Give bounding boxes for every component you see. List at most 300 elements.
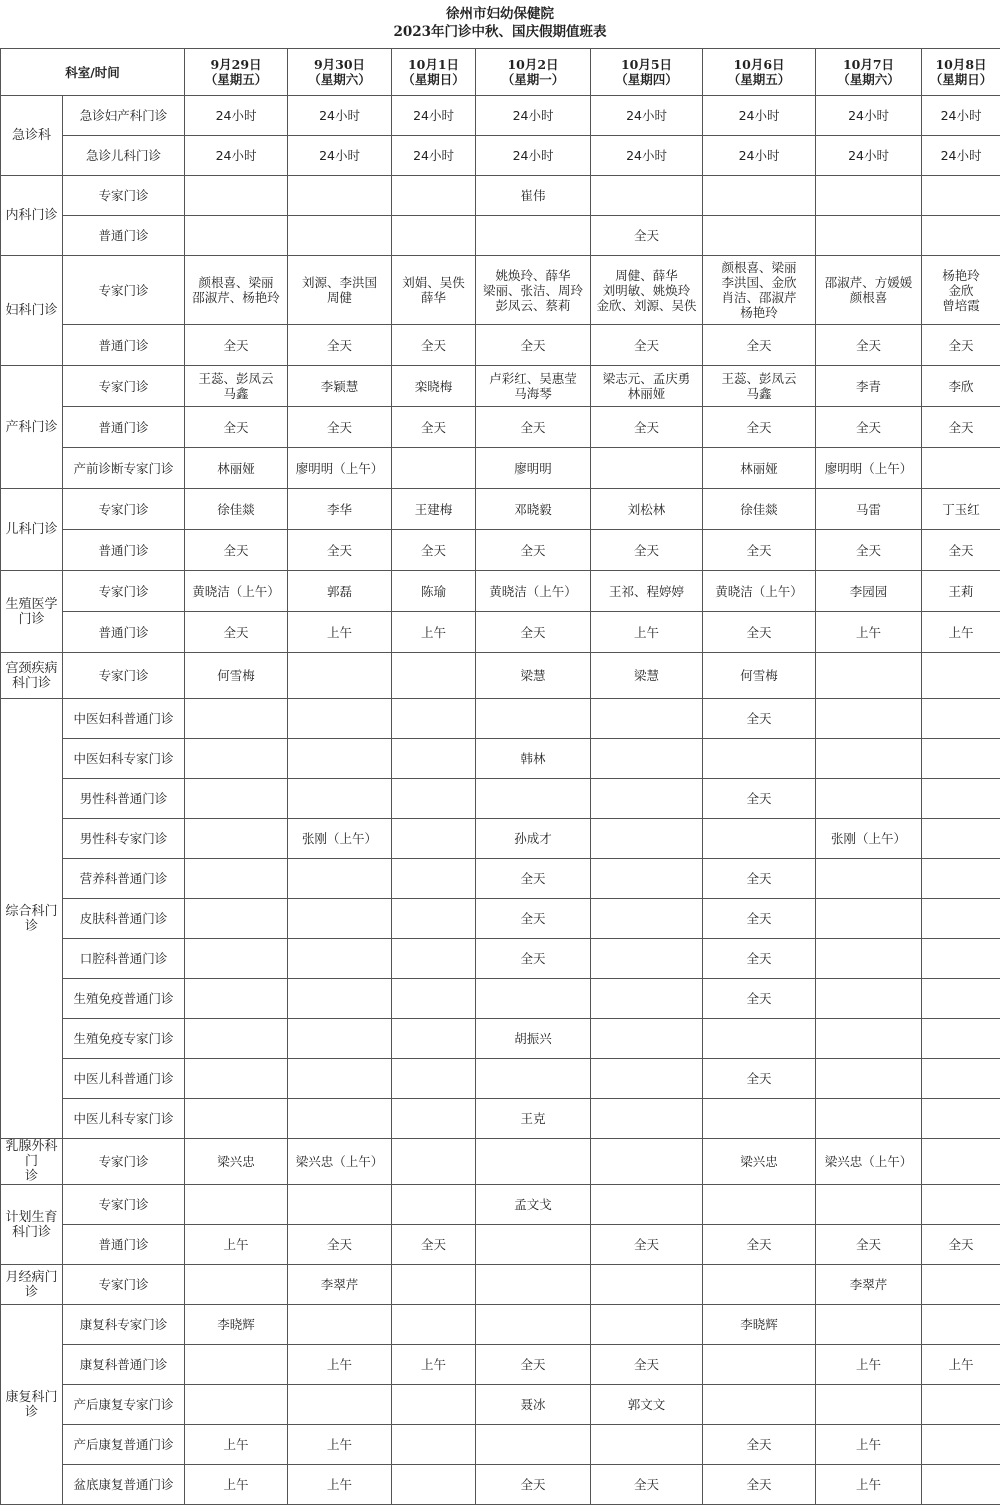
header-weekday: （星期一）: [501, 72, 565, 87]
schedule-cell: 全天: [922, 1225, 1000, 1265]
schedule-cell: 全天: [816, 530, 922, 571]
schedule-cell: [922, 653, 1000, 699]
schedule-cell: 林丽娅: [185, 448, 288, 489]
schedule-cell: [922, 1385, 1000, 1425]
schedule-cell: 廖明明（上午）: [816, 448, 922, 489]
schedule-cell: [816, 653, 922, 699]
schedule-cell: [476, 1425, 591, 1465]
document-title: [0, 0, 1000, 48]
schedule-cell: 上午: [591, 612, 703, 653]
clinic-type-cell: 专家门诊: [63, 653, 185, 699]
schedule-cell: 全天: [476, 939, 591, 979]
schedule-cell: 李翠芹: [816, 1265, 922, 1305]
clinic-type-cell: 普通门诊: [63, 216, 185, 256]
department-cell: 乳腺外科门 诊: [1, 1139, 63, 1185]
schedule-cell: 全天: [591, 1225, 703, 1265]
schedule-cell: [703, 1345, 816, 1385]
header-date: 10月1日: [407, 57, 460, 72]
schedule-cell: [703, 739, 816, 779]
header-corner: 科室/时间: [1, 49, 185, 96]
schedule-cell: [922, 859, 1000, 899]
schedule-cell: [476, 1059, 591, 1099]
schedule-title: 2023年门诊中秋、国庆假期值班表: [393, 24, 607, 40]
schedule-cell: 24小时: [185, 136, 288, 176]
schedule-cell: [591, 1425, 703, 1465]
schedule-cell: 全天: [591, 1345, 703, 1385]
schedule-cell: 梁慧: [591, 653, 703, 699]
schedule-cell: [185, 739, 288, 779]
schedule-cell: 全天: [288, 325, 392, 366]
schedule-cell: 聂冰: [476, 1385, 591, 1425]
schedule-cell: [392, 939, 476, 979]
schedule-cell: [476, 216, 591, 256]
schedule-cell: [476, 979, 591, 1019]
table-row: [1, 489, 1000, 530]
table-row: [1, 1139, 1000, 1185]
table-row: [1, 1019, 1000, 1059]
schedule-cell: [922, 899, 1000, 939]
schedule-cell: 全天: [922, 325, 1000, 366]
schedule-cell: 梁慧: [476, 653, 591, 699]
schedule-cell: [922, 176, 1000, 216]
schedule-cell: 全天: [703, 859, 816, 899]
clinic-type-cell: 普通门诊: [63, 407, 185, 448]
clinic-type-cell: 康复科专家门诊: [63, 1305, 185, 1345]
schedule-cell: [392, 699, 476, 739]
schedule-cell: [591, 176, 703, 216]
duty-schedule-table: [0, 48, 1000, 1505]
schedule-cell: [185, 1385, 288, 1425]
table-row: [1, 1465, 1000, 1505]
schedule-cell: 卢彩红、吴惠莹 马海琴: [476, 366, 591, 407]
schedule-cell: [392, 1465, 476, 1505]
table-row: [1, 1345, 1000, 1385]
schedule-cell: [392, 819, 476, 859]
schedule-cell: 张刚（上午）: [288, 819, 392, 859]
schedule-cell: [392, 176, 476, 216]
schedule-cell: 全天: [591, 407, 703, 448]
table-row: [1, 899, 1000, 939]
schedule-cell: 廖明明（上午）: [288, 448, 392, 489]
schedule-cell: [922, 216, 1000, 256]
schedule-cell: [288, 939, 392, 979]
schedule-cell: 上午: [288, 1345, 392, 1385]
schedule-cell: 上午: [392, 612, 476, 653]
schedule-cell: [922, 448, 1000, 489]
schedule-cell: [816, 739, 922, 779]
clinic-type-cell: 普通门诊: [63, 1225, 185, 1265]
clinic-type-cell: 专家门诊: [63, 571, 185, 612]
department-cell: 宫颈疾病 科门诊: [1, 653, 63, 699]
schedule-cell: [185, 859, 288, 899]
schedule-cell: [392, 979, 476, 1019]
schedule-cell: 全天: [476, 899, 591, 939]
schedule-cell: [288, 739, 392, 779]
schedule-cell: [185, 979, 288, 1019]
schedule-cell: 刘娟、吴佚 薛华: [392, 256, 476, 325]
schedule-cell: 李青: [816, 366, 922, 407]
clinic-type-cell: 专家门诊: [63, 176, 185, 216]
schedule-cell: 胡振兴: [476, 1019, 591, 1059]
schedule-cell: [703, 176, 816, 216]
schedule-cell: 全天: [816, 407, 922, 448]
schedule-cell: 全天: [185, 325, 288, 366]
department-cell: 综合科门 诊: [1, 699, 63, 1139]
schedule-cell: 全天: [816, 325, 922, 366]
schedule-cell: [288, 979, 392, 1019]
schedule-cell: [185, 699, 288, 739]
schedule-cell: [392, 1185, 476, 1225]
header-day: [922, 49, 1000, 96]
schedule-cell: [922, 699, 1000, 739]
table-row: [1, 1099, 1000, 1139]
schedule-cell: 韩林: [476, 739, 591, 779]
clinic-type-cell: 皮肤科普通门诊: [63, 899, 185, 939]
schedule-cell: [591, 1265, 703, 1305]
schedule-cell: [591, 1059, 703, 1099]
schedule-cell: 全天: [703, 939, 816, 979]
schedule-cell: 何雪梅: [703, 653, 816, 699]
schedule-cell: [591, 859, 703, 899]
schedule-cell: 刘松林: [591, 489, 703, 530]
header-day: [591, 49, 703, 96]
clinic-type-cell: 专家门诊: [63, 256, 185, 325]
schedule-cell: [185, 939, 288, 979]
schedule-cell: 全天: [703, 1465, 816, 1505]
schedule-cell: 林丽娅: [703, 448, 816, 489]
header-row: [1, 49, 1000, 96]
schedule-cell: [922, 979, 1000, 1019]
schedule-cell: 郭磊: [288, 571, 392, 612]
schedule-cell: 廖明明: [476, 448, 591, 489]
department-cell: 急诊科: [1, 96, 63, 176]
schedule-cell: [392, 653, 476, 699]
schedule-cell: 全天: [703, 979, 816, 1019]
clinic-type-cell: 口腔科普通门诊: [63, 939, 185, 979]
schedule-cell: 崔伟: [476, 176, 591, 216]
header-date: 10月2日: [507, 57, 559, 72]
schedule-cell: [591, 979, 703, 1019]
schedule-cell: 全天: [703, 699, 816, 739]
clinic-type-cell: 专家门诊: [63, 1265, 185, 1305]
schedule-cell: 24小时: [392, 96, 476, 136]
table-row: [1, 256, 1000, 325]
schedule-cell: [288, 1305, 392, 1345]
table-row: [1, 739, 1000, 779]
schedule-cell: [185, 1019, 288, 1059]
schedule-cell: 上午: [816, 1425, 922, 1465]
schedule-cell: [392, 448, 476, 489]
schedule-cell: [288, 899, 392, 939]
schedule-cell: 全天: [703, 407, 816, 448]
schedule-cell: 李园园: [816, 571, 922, 612]
header-weekday: （星期日）: [929, 72, 993, 87]
clinic-type-cell: 中医妇科专家门诊: [63, 739, 185, 779]
schedule-cell: [591, 819, 703, 859]
schedule-cell: [392, 1059, 476, 1099]
schedule-cell: [185, 1345, 288, 1385]
clinic-type-cell: 专家门诊: [63, 366, 185, 407]
schedule-cell: [922, 779, 1000, 819]
header-day: [185, 49, 288, 96]
schedule-cell: 24小时: [392, 136, 476, 176]
table-row: [1, 176, 1000, 216]
schedule-cell: 梁兴忠（上午）: [816, 1139, 922, 1185]
schedule-cell: 梁兴忠: [185, 1139, 288, 1185]
schedule-cell: 姚焕玲、薛华 梁丽、张洁、周玲 彭凤云、蔡莉: [476, 256, 591, 325]
schedule-cell: 王祁、程婷婷: [591, 571, 703, 612]
table-row: [1, 216, 1000, 256]
schedule-cell: 邓晓毅: [476, 489, 591, 530]
schedule-cell: 颜根喜、梁丽 邵淑芹、杨艳玲: [185, 256, 288, 325]
schedule-cell: 王克: [476, 1099, 591, 1139]
schedule-cell: 全天: [392, 407, 476, 448]
header-weekday: （星期六）: [837, 72, 900, 87]
schedule-cell: [392, 1425, 476, 1465]
schedule-cell: [392, 899, 476, 939]
clinic-type-cell: 普通门诊: [63, 530, 185, 571]
schedule-cell: [922, 939, 1000, 979]
header-weekday: （星期日）: [402, 72, 465, 87]
header-weekday: （星期五）: [204, 72, 268, 87]
schedule-cell: [591, 1019, 703, 1059]
schedule-cell: 24小时: [185, 96, 288, 136]
schedule-cell: [185, 1185, 288, 1225]
schedule-cell: [816, 699, 922, 739]
table-row: [1, 819, 1000, 859]
schedule-cell: [185, 1265, 288, 1305]
schedule-cell: [703, 1099, 816, 1139]
schedule-cell: [392, 739, 476, 779]
schedule-cell: 孟文戈: [476, 1185, 591, 1225]
schedule-cell: 全天: [703, 1425, 816, 1465]
department-cell: 生殖医学 门诊: [1, 571, 63, 653]
department-cell: 康复科门 诊: [1, 1305, 63, 1505]
schedule-cell: 全天: [288, 530, 392, 571]
header-date: 10月7日: [842, 57, 895, 72]
clinic-type-cell: 急诊儿科门诊: [63, 136, 185, 176]
table-row: [1, 653, 1000, 699]
department-cell: 内科门诊: [1, 176, 63, 256]
clinic-type-cell: 中医儿科专家门诊: [63, 1099, 185, 1139]
schedule-cell: 上午: [288, 612, 392, 653]
schedule-cell: 刘源、李洪国 周健: [288, 256, 392, 325]
table-row: [1, 1385, 1000, 1425]
table-row: [1, 530, 1000, 571]
clinic-type-cell: 盆底康复普通门诊: [63, 1465, 185, 1505]
schedule-cell: [816, 979, 922, 1019]
schedule-cell: 24小时: [922, 96, 1000, 136]
clinic-type-cell: 中医妇科普通门诊: [63, 699, 185, 739]
schedule-cell: 全天: [703, 1225, 816, 1265]
schedule-cell: [591, 1099, 703, 1139]
schedule-cell: [816, 859, 922, 899]
header-date: 10月5日: [620, 57, 673, 72]
schedule-cell: 24小时: [703, 136, 816, 176]
schedule-cell: 全天: [591, 530, 703, 571]
schedule-cell: 24小时: [816, 96, 922, 136]
schedule-cell: 徐佳燚: [703, 489, 816, 530]
schedule-cell: [816, 1099, 922, 1139]
schedule-cell: [703, 1019, 816, 1059]
schedule-cell: [288, 216, 392, 256]
table-row: [1, 407, 1000, 448]
schedule-cell: [476, 779, 591, 819]
clinic-type-cell: 营养科普通门诊: [63, 859, 185, 899]
schedule-cell: 孙成才: [476, 819, 591, 859]
schedule-cell: [922, 1059, 1000, 1099]
table-row: [1, 699, 1000, 739]
clinic-type-cell: 产后康复专家门诊: [63, 1385, 185, 1425]
table-row: [1, 448, 1000, 489]
schedule-cell: 全天: [703, 779, 816, 819]
schedule-cell: [703, 1185, 816, 1225]
schedule-cell: [816, 216, 922, 256]
schedule-cell: 邵淑芹、方媛媛 颜根喜: [816, 256, 922, 325]
schedule-cell: [591, 779, 703, 819]
header-day: [703, 49, 816, 96]
schedule-cell: [476, 1265, 591, 1305]
schedule-cell: [816, 1305, 922, 1345]
clinic-type-cell: 康复科普通门诊: [63, 1345, 185, 1385]
schedule-cell: [288, 176, 392, 216]
schedule-cell: [392, 1099, 476, 1139]
department-cell: 产科门诊: [1, 366, 63, 489]
schedule-cell: 李晓辉: [703, 1305, 816, 1345]
schedule-cell: 王莉: [922, 571, 1000, 612]
schedule-cell: [185, 899, 288, 939]
schedule-cell: 全天: [703, 899, 816, 939]
schedule-cell: [288, 699, 392, 739]
schedule-cell: [288, 1099, 392, 1139]
schedule-cell: [922, 1465, 1000, 1505]
schedule-cell: 王蕊、彭凤云 马鑫: [185, 366, 288, 407]
schedule-cell: 梁兴忠（上午）: [288, 1139, 392, 1185]
table-row: [1, 1185, 1000, 1225]
header-date: 9月30日: [313, 57, 366, 72]
schedule-cell: [392, 1385, 476, 1425]
table-row: [1, 1265, 1000, 1305]
schedule-cell: 全天: [476, 325, 591, 366]
schedule-cell: [185, 1059, 288, 1099]
clinic-type-cell: 男性科普通门诊: [63, 779, 185, 819]
schedule-cell: [703, 216, 816, 256]
clinic-type-cell: 产后康复普通门诊: [63, 1425, 185, 1465]
header-weekday: （星期四）: [615, 72, 678, 87]
schedule-cell: 24小时: [816, 136, 922, 176]
schedule-cell: 全天: [185, 530, 288, 571]
schedule-cell: [288, 859, 392, 899]
schedule-cell: 24小时: [703, 96, 816, 136]
table-row: [1, 96, 1000, 136]
schedule-cell: 张刚（上午）: [816, 819, 922, 859]
table-row: [1, 1225, 1000, 1265]
schedule-cell: 全天: [703, 530, 816, 571]
schedule-cell: [591, 699, 703, 739]
department-cell: 妇科门诊: [1, 256, 63, 366]
schedule-cell: 黄晓洁（上午）: [476, 571, 591, 612]
schedule-cell: 24小时: [476, 96, 591, 136]
schedule-cell: [476, 1225, 591, 1265]
schedule-cell: 全天: [392, 325, 476, 366]
schedule-cell: [591, 739, 703, 779]
clinic-type-cell: 急诊妇产科门诊: [63, 96, 185, 136]
schedule-cell: [922, 739, 1000, 779]
schedule-cell: [288, 1059, 392, 1099]
schedule-cell: 上午: [392, 1345, 476, 1385]
schedule-cell: 全天: [591, 1465, 703, 1505]
schedule-cell: [288, 653, 392, 699]
schedule-cell: 王建梅: [392, 489, 476, 530]
schedule-cell: 杨艳玲 金欣 曾培霞: [922, 256, 1000, 325]
schedule-cell: [185, 1099, 288, 1139]
schedule-cell: [922, 1139, 1000, 1185]
schedule-cell: [922, 1099, 1000, 1139]
schedule-cell: [591, 939, 703, 979]
schedule-cell: 陈瑜: [392, 571, 476, 612]
schedule-cell: 24小时: [288, 96, 392, 136]
clinic-type-cell: 专家门诊: [63, 1139, 185, 1185]
schedule-cell: [816, 1385, 922, 1425]
header-day: [816, 49, 922, 96]
schedule-cell: [185, 819, 288, 859]
schedule-cell: [922, 1019, 1000, 1059]
schedule-cell: 全天: [392, 1225, 476, 1265]
header-weekday: （星期五）: [727, 72, 791, 87]
schedule-cell: 全天: [922, 407, 1000, 448]
schedule-cell: [392, 1305, 476, 1345]
schedule-cell: 上午: [816, 1345, 922, 1385]
header-weekday: （星期六）: [308, 72, 371, 87]
clinic-type-cell: 专家门诊: [63, 489, 185, 530]
schedule-cell: [816, 1019, 922, 1059]
schedule-cell: 栾晓梅: [392, 366, 476, 407]
header-day: [476, 49, 591, 96]
clinic-type-cell: 普通门诊: [63, 325, 185, 366]
schedule-cell: [392, 216, 476, 256]
table-row: [1, 136, 1000, 176]
schedule-cell: [591, 1139, 703, 1185]
header-date: 10月8日: [935, 57, 987, 72]
schedule-cell: [703, 1385, 816, 1425]
clinic-type-cell: 生殖免疫专家门诊: [63, 1019, 185, 1059]
table-row: [1, 939, 1000, 979]
schedule-cell: [703, 1265, 816, 1305]
schedule-cell: 黄晓洁（上午）: [703, 571, 816, 612]
schedule-cell: [288, 1185, 392, 1225]
table-row: [1, 1059, 1000, 1099]
clinic-type-cell: 专家门诊: [63, 1185, 185, 1225]
schedule-cell: 全天: [816, 1225, 922, 1265]
schedule-cell: 上午: [922, 1345, 1000, 1385]
schedule-cell: 24小时: [591, 96, 703, 136]
header-date: 10月6日: [733, 57, 785, 72]
table-row: [1, 1305, 1000, 1345]
schedule-cell: 24小时: [591, 136, 703, 176]
schedule-cell: 梁志元、孟庆勇 林丽娅: [591, 366, 703, 407]
schedule-cell: 郭文文: [591, 1385, 703, 1425]
schedule-cell: 全天: [476, 407, 591, 448]
schedule-cell: [185, 779, 288, 819]
schedule-cell: [922, 1305, 1000, 1345]
schedule-cell: [476, 1305, 591, 1345]
department-cell: 计划生育 科门诊: [1, 1185, 63, 1265]
schedule-cell: [288, 779, 392, 819]
schedule-cell: 全天: [476, 1465, 591, 1505]
schedule-cell: 李翠芹: [288, 1265, 392, 1305]
clinic-type-cell: 中医儿科普通门诊: [63, 1059, 185, 1099]
department-cell: 儿科门诊: [1, 489, 63, 571]
